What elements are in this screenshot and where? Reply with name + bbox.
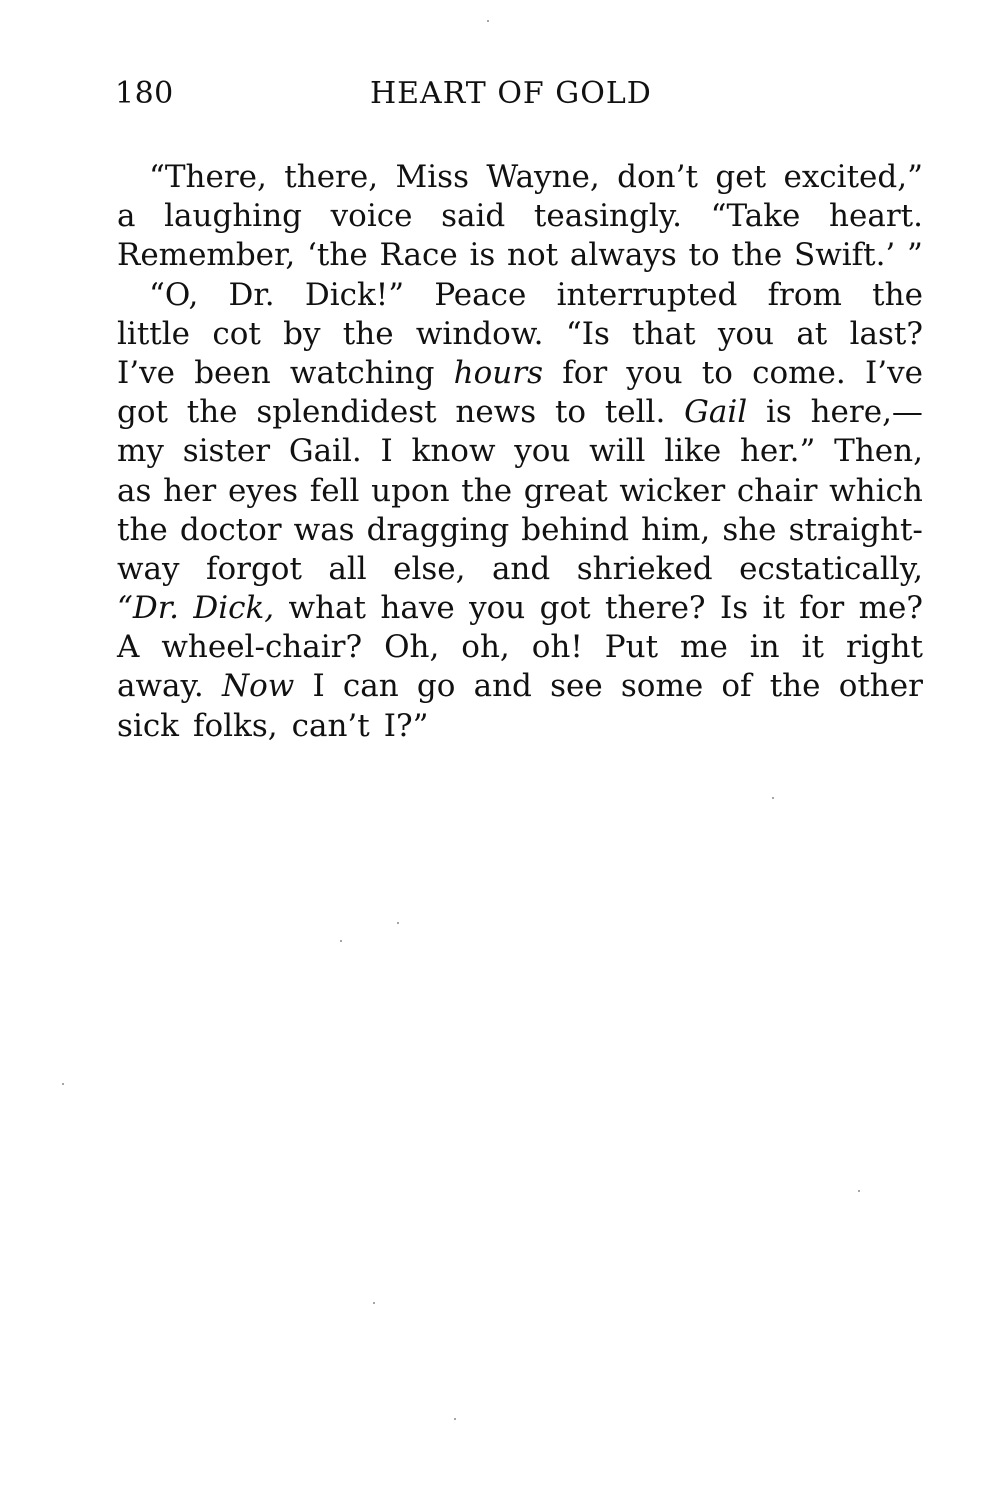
word: oh, <box>461 629 510 666</box>
word: her.” <box>739 433 816 470</box>
word: all <box>328 550 367 587</box>
word: news <box>455 394 537 431</box>
word: “Take <box>710 198 801 235</box>
word: Dr. <box>228 276 275 313</box>
word: been <box>194 354 271 391</box>
word: you <box>717 315 775 352</box>
word: her <box>163 472 217 509</box>
word: she <box>722 511 777 548</box>
word: some <box>620 668 704 705</box>
page-number: 180 <box>115 76 174 111</box>
word: like <box>664 433 722 470</box>
word: here,— <box>810 394 923 431</box>
word: window. <box>415 315 544 352</box>
word: Now <box>221 668 295 705</box>
word: “There, <box>149 159 267 195</box>
word: is <box>469 237 496 274</box>
word: straight- <box>788 511 923 548</box>
word: as <box>117 472 152 509</box>
word: what <box>288 590 366 627</box>
word: me <box>680 629 728 666</box>
word: the <box>769 668 821 705</box>
text-line <box>117 432 923 471</box>
word: dragging <box>366 511 510 548</box>
word: upon <box>371 472 450 509</box>
word: the <box>117 511 168 548</box>
text-line <box>117 236 923 275</box>
word: Gail <box>684 394 748 431</box>
word: at <box>796 315 828 352</box>
word: last? <box>849 315 923 352</box>
word: Dick, <box>193 590 275 627</box>
word: Oh, <box>384 629 440 666</box>
word: Then, <box>834 433 923 470</box>
text-line <box>117 628 923 667</box>
word: to <box>554 394 587 431</box>
word: the <box>461 472 513 509</box>
text-line <box>117 197 923 236</box>
word: see <box>550 668 603 705</box>
word: chair <box>736 472 818 509</box>
word: a <box>117 198 136 235</box>
word: Put <box>604 629 659 666</box>
word: Miss <box>395 159 469 195</box>
word: not <box>507 237 559 274</box>
word: splendidest <box>256 394 437 431</box>
word: “Is <box>565 315 610 352</box>
text-line <box>117 472 923 511</box>
scan-speck <box>340 940 342 942</box>
word: for <box>799 590 845 627</box>
word: eyes <box>227 472 299 509</box>
word: can’t <box>291 707 370 744</box>
scan-speck <box>373 1302 375 1304</box>
word: sick <box>117 707 179 744</box>
text-line <box>117 354 923 393</box>
word: you <box>469 590 526 627</box>
word: for <box>562 354 608 391</box>
scan-speck <box>487 20 489 22</box>
word: get <box>715 159 767 195</box>
word: right <box>845 629 923 666</box>
word: my <box>117 433 164 470</box>
word: way <box>117 550 180 587</box>
word: hours <box>453 354 543 391</box>
word: little <box>117 315 191 352</box>
text-line <box>117 315 923 354</box>
word: ‘the <box>307 237 368 274</box>
word: you <box>626 354 683 391</box>
word: Wayne, <box>486 159 600 195</box>
text-line <box>117 667 923 706</box>
word: the <box>342 315 394 352</box>
word: which <box>829 472 923 509</box>
word: tell. <box>604 394 666 431</box>
word: him, <box>641 511 711 548</box>
word: the <box>731 237 783 274</box>
word: sister <box>182 433 271 470</box>
word: it <box>762 590 785 627</box>
body-text <box>117 158 923 746</box>
word: is <box>765 394 792 431</box>
word: got <box>539 590 591 627</box>
word: Race <box>379 237 458 274</box>
word: it <box>801 629 824 666</box>
word: interrupted <box>556 276 738 313</box>
text-line <box>117 393 923 432</box>
word: don’t <box>617 159 698 195</box>
word: other <box>838 668 923 705</box>
running-head <box>115 76 925 120</box>
text-line <box>117 550 923 589</box>
word: always <box>569 237 677 274</box>
word: was <box>293 511 355 548</box>
word: ecstatically, <box>739 550 923 587</box>
word: teasingly. <box>533 198 683 235</box>
word: got <box>117 394 168 431</box>
word: there, <box>284 159 379 195</box>
scan-speck <box>772 797 774 799</box>
word: I <box>312 668 325 705</box>
word: else, <box>393 550 466 587</box>
word: folks, <box>192 707 278 744</box>
word: from <box>767 276 842 313</box>
word: I’ve <box>864 354 923 391</box>
word: the <box>872 276 923 313</box>
word: laughing <box>164 198 303 235</box>
word: said <box>441 198 506 235</box>
word: to <box>688 237 720 274</box>
book-title: HEART OF GOLD <box>370 76 652 111</box>
word: have <box>380 590 455 627</box>
word: watching <box>289 354 435 391</box>
word: and <box>473 668 532 705</box>
word: go <box>416 668 456 705</box>
word: wheel-chair? <box>161 629 363 666</box>
text-line <box>117 511 923 550</box>
scan-speck <box>454 1418 456 1420</box>
word: Is <box>719 590 749 627</box>
word: behind <box>521 511 630 548</box>
word: heart. <box>829 198 923 235</box>
word: there? <box>605 590 706 627</box>
word: Dick!” <box>304 276 405 313</box>
word: by <box>283 315 321 352</box>
word: “O, <box>149 276 199 313</box>
word: away. <box>117 668 204 705</box>
word: I’ve <box>117 354 175 391</box>
scan-speck <box>858 1190 860 1192</box>
word: “Dr. <box>117 590 179 627</box>
word: the <box>186 394 238 431</box>
scan-speck <box>397 922 399 924</box>
word: will <box>589 433 646 470</box>
text-line <box>117 589 923 628</box>
word: Peace <box>434 276 527 313</box>
word: great <box>523 472 608 509</box>
word: come. <box>752 354 846 391</box>
word: and <box>491 550 551 587</box>
word: can <box>342 668 399 705</box>
text-line <box>117 707 923 746</box>
word: doctor <box>179 511 282 548</box>
word: wicker <box>619 472 726 509</box>
word: fell <box>309 472 360 509</box>
word: I <box>380 433 393 470</box>
word: that <box>632 315 696 352</box>
word: Remember, <box>117 237 296 274</box>
word: Gail. <box>288 433 362 470</box>
text-line <box>117 276 923 315</box>
word: ” <box>907 237 923 274</box>
word: to <box>701 354 733 391</box>
word: of <box>721 668 752 705</box>
word: cot <box>212 315 261 352</box>
word: in <box>749 629 780 666</box>
word: oh! <box>531 629 583 666</box>
word: you <box>514 433 571 470</box>
word: excited,” <box>783 159 923 195</box>
text-line <box>117 158 923 197</box>
word: I?” <box>383 707 429 744</box>
word: forgot <box>205 550 302 587</box>
word: me? <box>858 590 923 627</box>
word: voice <box>330 198 413 235</box>
word: Swift.’ <box>793 237 896 274</box>
scan-speck <box>62 1083 64 1085</box>
word: know <box>411 433 496 470</box>
word: A <box>117 629 140 666</box>
word: shrieked <box>576 550 713 587</box>
